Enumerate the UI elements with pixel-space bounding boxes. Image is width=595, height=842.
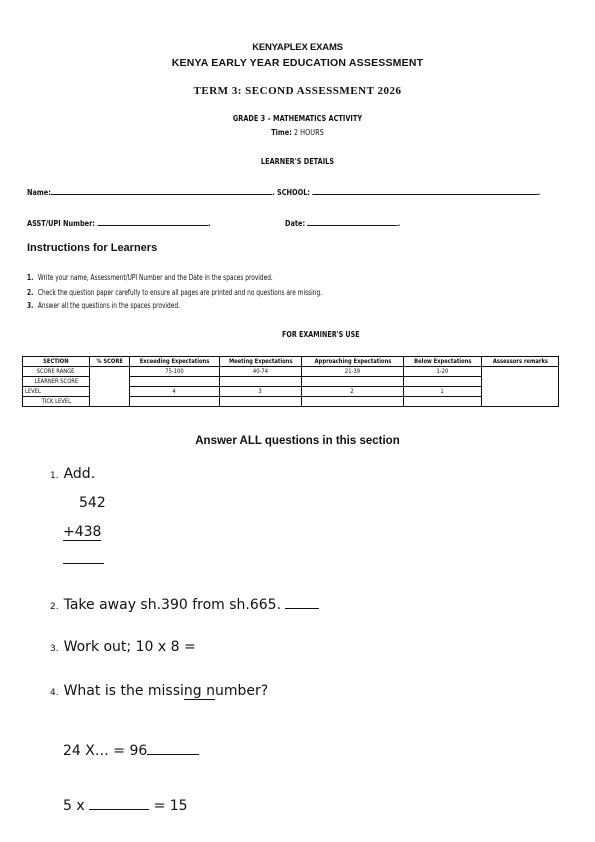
question-number: 3. bbox=[50, 644, 59, 654]
table-cell[interactable] bbox=[220, 377, 302, 387]
learner-details-heading: LEARNER'S DETAILS bbox=[260, 157, 335, 166]
question-2 bbox=[50, 596, 319, 613]
equation-a: 24 X… = 96 bbox=[63, 743, 148, 759]
answer-blank[interactable] bbox=[89, 797, 149, 810]
school-end-dot: . bbox=[537, 188, 541, 197]
header-cell: Assessors remarks bbox=[482, 357, 559, 367]
table-header-row bbox=[23, 357, 559, 367]
table-cell: 3 bbox=[220, 387, 302, 397]
upi-end-dot: . bbox=[207, 219, 211, 228]
upi-field-row bbox=[27, 217, 210, 228]
question-text-start: What is the missi bbox=[63, 683, 184, 699]
instruction-item bbox=[27, 273, 273, 282]
table-cell: 4 bbox=[130, 387, 220, 397]
instruction-text: Write your name, Assessment/UPI Number and the Date in the spaces provided. bbox=[37, 273, 273, 282]
answer-line[interactable] bbox=[63, 563, 104, 564]
table-cell: 75-100 bbox=[130, 367, 220, 377]
question-text-end: umber? bbox=[215, 683, 269, 699]
table-cell[interactable] bbox=[220, 397, 302, 407]
row-label-cell: LEARNER SCORE bbox=[23, 377, 90, 387]
table-cell: 40-74 bbox=[220, 367, 302, 377]
exam-org-title: KENYAPLEX EXAMS bbox=[252, 42, 343, 53]
table-cell[interactable] bbox=[302, 377, 404, 387]
table-cell[interactable] bbox=[130, 377, 220, 387]
question-text-underlined: ng n bbox=[183, 683, 215, 699]
table-cell: 1-20 bbox=[404, 367, 482, 377]
question-1 bbox=[50, 466, 95, 482]
header-cell: Approaching Expectations bbox=[302, 357, 404, 367]
row-label-cell: LEVEL bbox=[23, 387, 90, 397]
assessors-remarks-cell[interactable] bbox=[482, 367, 559, 407]
school-label: . SCHOOL: bbox=[272, 188, 311, 197]
date-field-row bbox=[285, 217, 400, 228]
percent-score-cell[interactable] bbox=[90, 367, 130, 407]
instruction-number: 3. bbox=[27, 301, 34, 310]
question-text: Work out; 10 x 8 = bbox=[63, 639, 196, 655]
table-row bbox=[23, 367, 559, 377]
question-number: 1. bbox=[50, 471, 59, 481]
school-field[interactable] bbox=[312, 186, 537, 195]
table-cell[interactable] bbox=[302, 397, 404, 407]
header-cell: Exceeding Expectations bbox=[130, 357, 220, 367]
question-number: 2. bbox=[50, 602, 59, 612]
table-cell: 1 bbox=[404, 387, 482, 397]
date-field[interactable] bbox=[307, 217, 397, 226]
answer-blank[interactable] bbox=[285, 596, 319, 609]
time-allowed bbox=[54, 128, 542, 137]
header-cell: Meeting Expectations bbox=[220, 357, 302, 367]
instruction-text: Answer all the questions in the spaces provided. bbox=[37, 301, 180, 310]
instruction-item bbox=[27, 288, 322, 297]
missing-number-a bbox=[63, 742, 199, 759]
time-value: 2 HOURS bbox=[293, 128, 324, 137]
name-label: Name: bbox=[27, 188, 51, 197]
term-title: TERM 3: SECOND ASSESSMENT 2026 bbox=[193, 85, 402, 97]
upi-label: ASST/UPI Number: bbox=[27, 219, 95, 228]
row-label-cell: TICK LEVEL bbox=[23, 397, 90, 407]
header-cell: % SCORE bbox=[90, 357, 130, 367]
instruction-number: 2. bbox=[27, 288, 34, 297]
instruction-text: Check the question paper carefully to ensure all pages are printed and no questions are missing. bbox=[37, 288, 323, 297]
grade-subject-title: GRADE 3 – MATHEMATICS ACTIVITY bbox=[232, 114, 363, 123]
table-cell[interactable] bbox=[404, 397, 482, 407]
upi-field[interactable] bbox=[97, 217, 211, 228]
name-field[interactable] bbox=[51, 186, 272, 195]
assessment-title: KENYA EARLY YEAR EDUCATION ASSESSMENT bbox=[171, 57, 424, 69]
addend-top: 542 bbox=[79, 495, 106, 511]
time-label: Time: bbox=[271, 128, 292, 137]
section-instruction: Answer ALL questions in this section bbox=[195, 435, 400, 447]
instruction-number: 1. bbox=[27, 273, 34, 282]
table-cell[interactable] bbox=[404, 377, 482, 387]
header-cell: Below Expectations bbox=[404, 357, 482, 367]
name-field-row bbox=[27, 186, 540, 197]
instruction-item bbox=[27, 301, 180, 310]
date-end-dot: . bbox=[397, 219, 401, 228]
equation-b-start: 5 x bbox=[63, 798, 85, 814]
date-label: Date: bbox=[285, 219, 306, 228]
missing-number-b bbox=[63, 797, 188, 814]
examiner-score-table bbox=[22, 356, 559, 407]
instructions-title: Instructions for Learners bbox=[27, 242, 158, 254]
answer-blank[interactable] bbox=[147, 742, 199, 755]
table-cell: 21-39 bbox=[302, 367, 404, 377]
equation-b-end: = 15 bbox=[153, 798, 188, 814]
table-cell[interactable] bbox=[130, 397, 220, 407]
question-number: 4. bbox=[50, 688, 59, 698]
row-label-cell: SCORE RANGE bbox=[23, 367, 90, 377]
question-text: Take away sh.390 from sh.665. bbox=[63, 597, 282, 613]
table-cell: 2 bbox=[302, 387, 404, 397]
question-text: Add. bbox=[63, 466, 96, 482]
addend-bottom: +438 bbox=[63, 524, 102, 540]
question-4 bbox=[50, 683, 268, 700]
addend-bottom-wrap bbox=[63, 524, 101, 541]
header-cell: SECTION bbox=[23, 357, 90, 367]
question-3 bbox=[50, 639, 196, 655]
examiner-use-heading: FOR EXAMINER'S USE bbox=[282, 330, 360, 339]
